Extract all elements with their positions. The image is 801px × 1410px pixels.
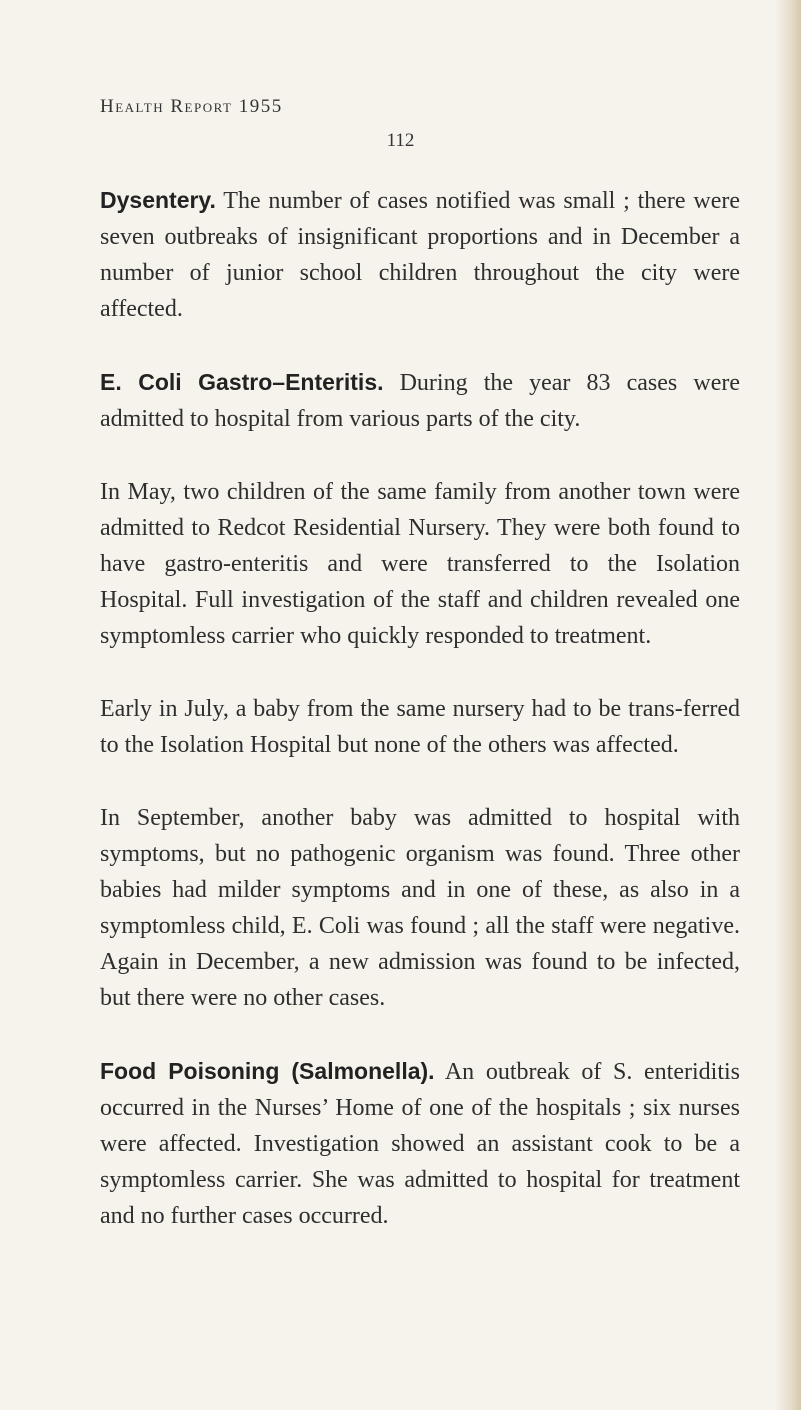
paragraph-text: In May, two children of the same family from another town were admitted to Redcot Residential Nursery. They were both found to have gastro-enteritis and were transferred to the Isolation Hospital. Full investigation of the staff and children revealed one symptomless carrier who quickly responded to treatment. [100, 479, 740, 649]
report-body [100, 182, 740, 1271]
paragraph-september [100, 800, 740, 1016]
section-heading-e-coli: E. Coli Gastro–Enteritis. [100, 369, 384, 395]
paragraph-text: In September, another baby was admitted to hospital with symptoms, but no pathogenic organism was found. Three other babies had milder symptoms and in one of these, as also in a symptomless child, E. Coli was found ; all the staff were negative. Again in December, a new admission was found to be infected, but there were no other cases. [100, 805, 740, 1011]
paragraph-e-coli [100, 364, 740, 437]
page-number: 112 [386, 130, 415, 151]
paragraph-text: During the year 83 cases were admitted to hospital from various parts of the city. [100, 370, 740, 432]
paragraph-text: Early in July, a baby from the same nursery had to be trans-ferred to the Isolation Hospital but none of the others was affected. [100, 696, 740, 758]
running-head: Health Report 1955 [100, 96, 283, 117]
page-edge-shadow [775, 0, 801, 1410]
paragraph-dysentery [100, 182, 740, 327]
paragraph-july [100, 691, 740, 763]
paragraph-text: The number of cases notified was small ; there were seven outbreaks of insignificant proportions and in December a number of junior school children throughout the city were affected. [100, 188, 740, 322]
section-heading-dysentery: Dysentery. [100, 187, 216, 213]
paragraph-may [100, 474, 740, 654]
paragraph-food-poisoning [100, 1053, 740, 1234]
section-heading-food-poisoning: Food Poisoning (Salmonella). [100, 1058, 435, 1084]
paragraph-text: An outbreak of S. enteriditis occurred in the Nurses’ Home of one of the hospitals ; six nurses were affected. Investigation showed an assistant cook to be a symptomless carrier. She was admitted to hospital for treatment and no further cases occurred. [100, 1059, 740, 1229]
